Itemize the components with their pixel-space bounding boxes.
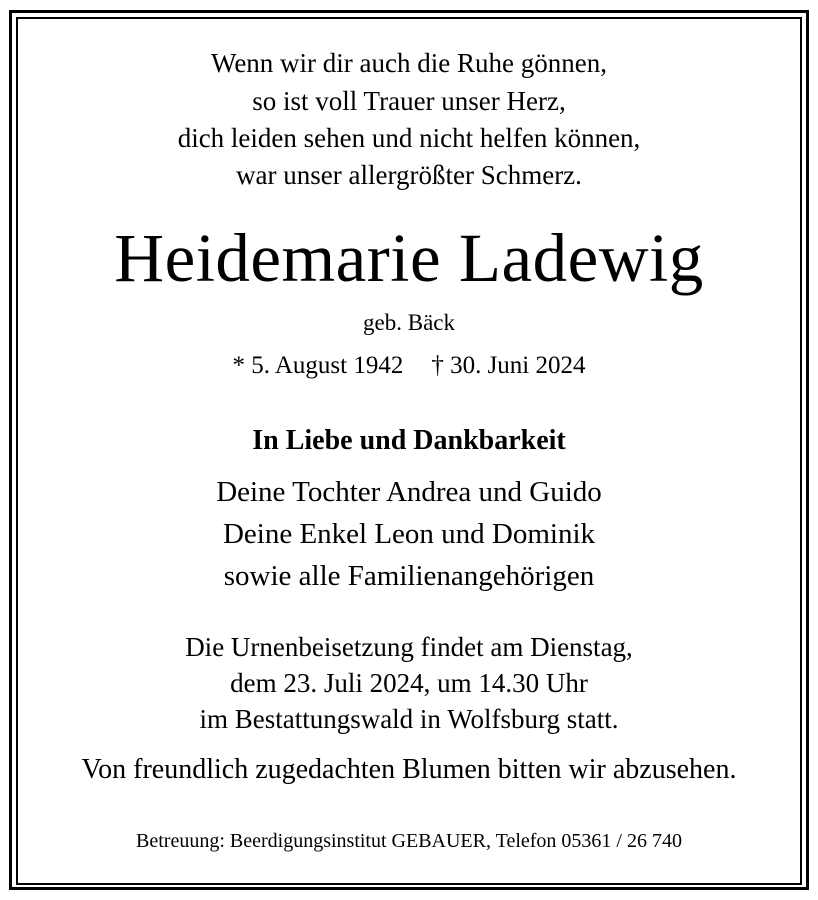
birth-date: * 5. August 1942 (232, 352, 404, 379)
verse-line-4: war unser allergrößter Schmerz. (236, 160, 582, 190)
birth-name: geb. Bäck (363, 310, 455, 335)
notice-line-1: Die Urnenbeisetzung findet am Dienstag, (185, 632, 633, 662)
notice-line-3: im Bestattungswald in Wolfsburg statt. (199, 704, 619, 734)
verse-line-3: dich leiden sehen und nicht helfen können, (177, 123, 641, 153)
mourner-line-1: Deine Tochter Andrea und Guido (216, 476, 602, 508)
verse-line-1: Wenn wir dir auch die Ruhe gönnen, (211, 48, 607, 78)
mourner-line-2: Deine Enkel Leon und Dominik (222, 518, 596, 550)
funeral-home-footer: Betreuung: Beerdigungsinstitut GEBAUER, Telefon 05361 / 26 740 (136, 830, 682, 852)
flowers-note: Von freundlich zugedachten Blumen bitten wir abzusehen. (81, 754, 737, 785)
mourners-heading: In Liebe und Dankbarkeit (252, 425, 566, 456)
mourner-line-3: sowie alle Familienangehörigen (223, 560, 595, 592)
notice-line-2: dem 23. Juli 2024, um 14.30 Uhr (230, 668, 588, 698)
death-date: † 30. Juni 2024 (431, 352, 586, 379)
deceased-name: Heidemarie Ladewig (114, 220, 704, 296)
verse-line-2: so ist voll Trauer unser Herz, (252, 86, 566, 116)
life-dates (0, 352, 818, 380)
